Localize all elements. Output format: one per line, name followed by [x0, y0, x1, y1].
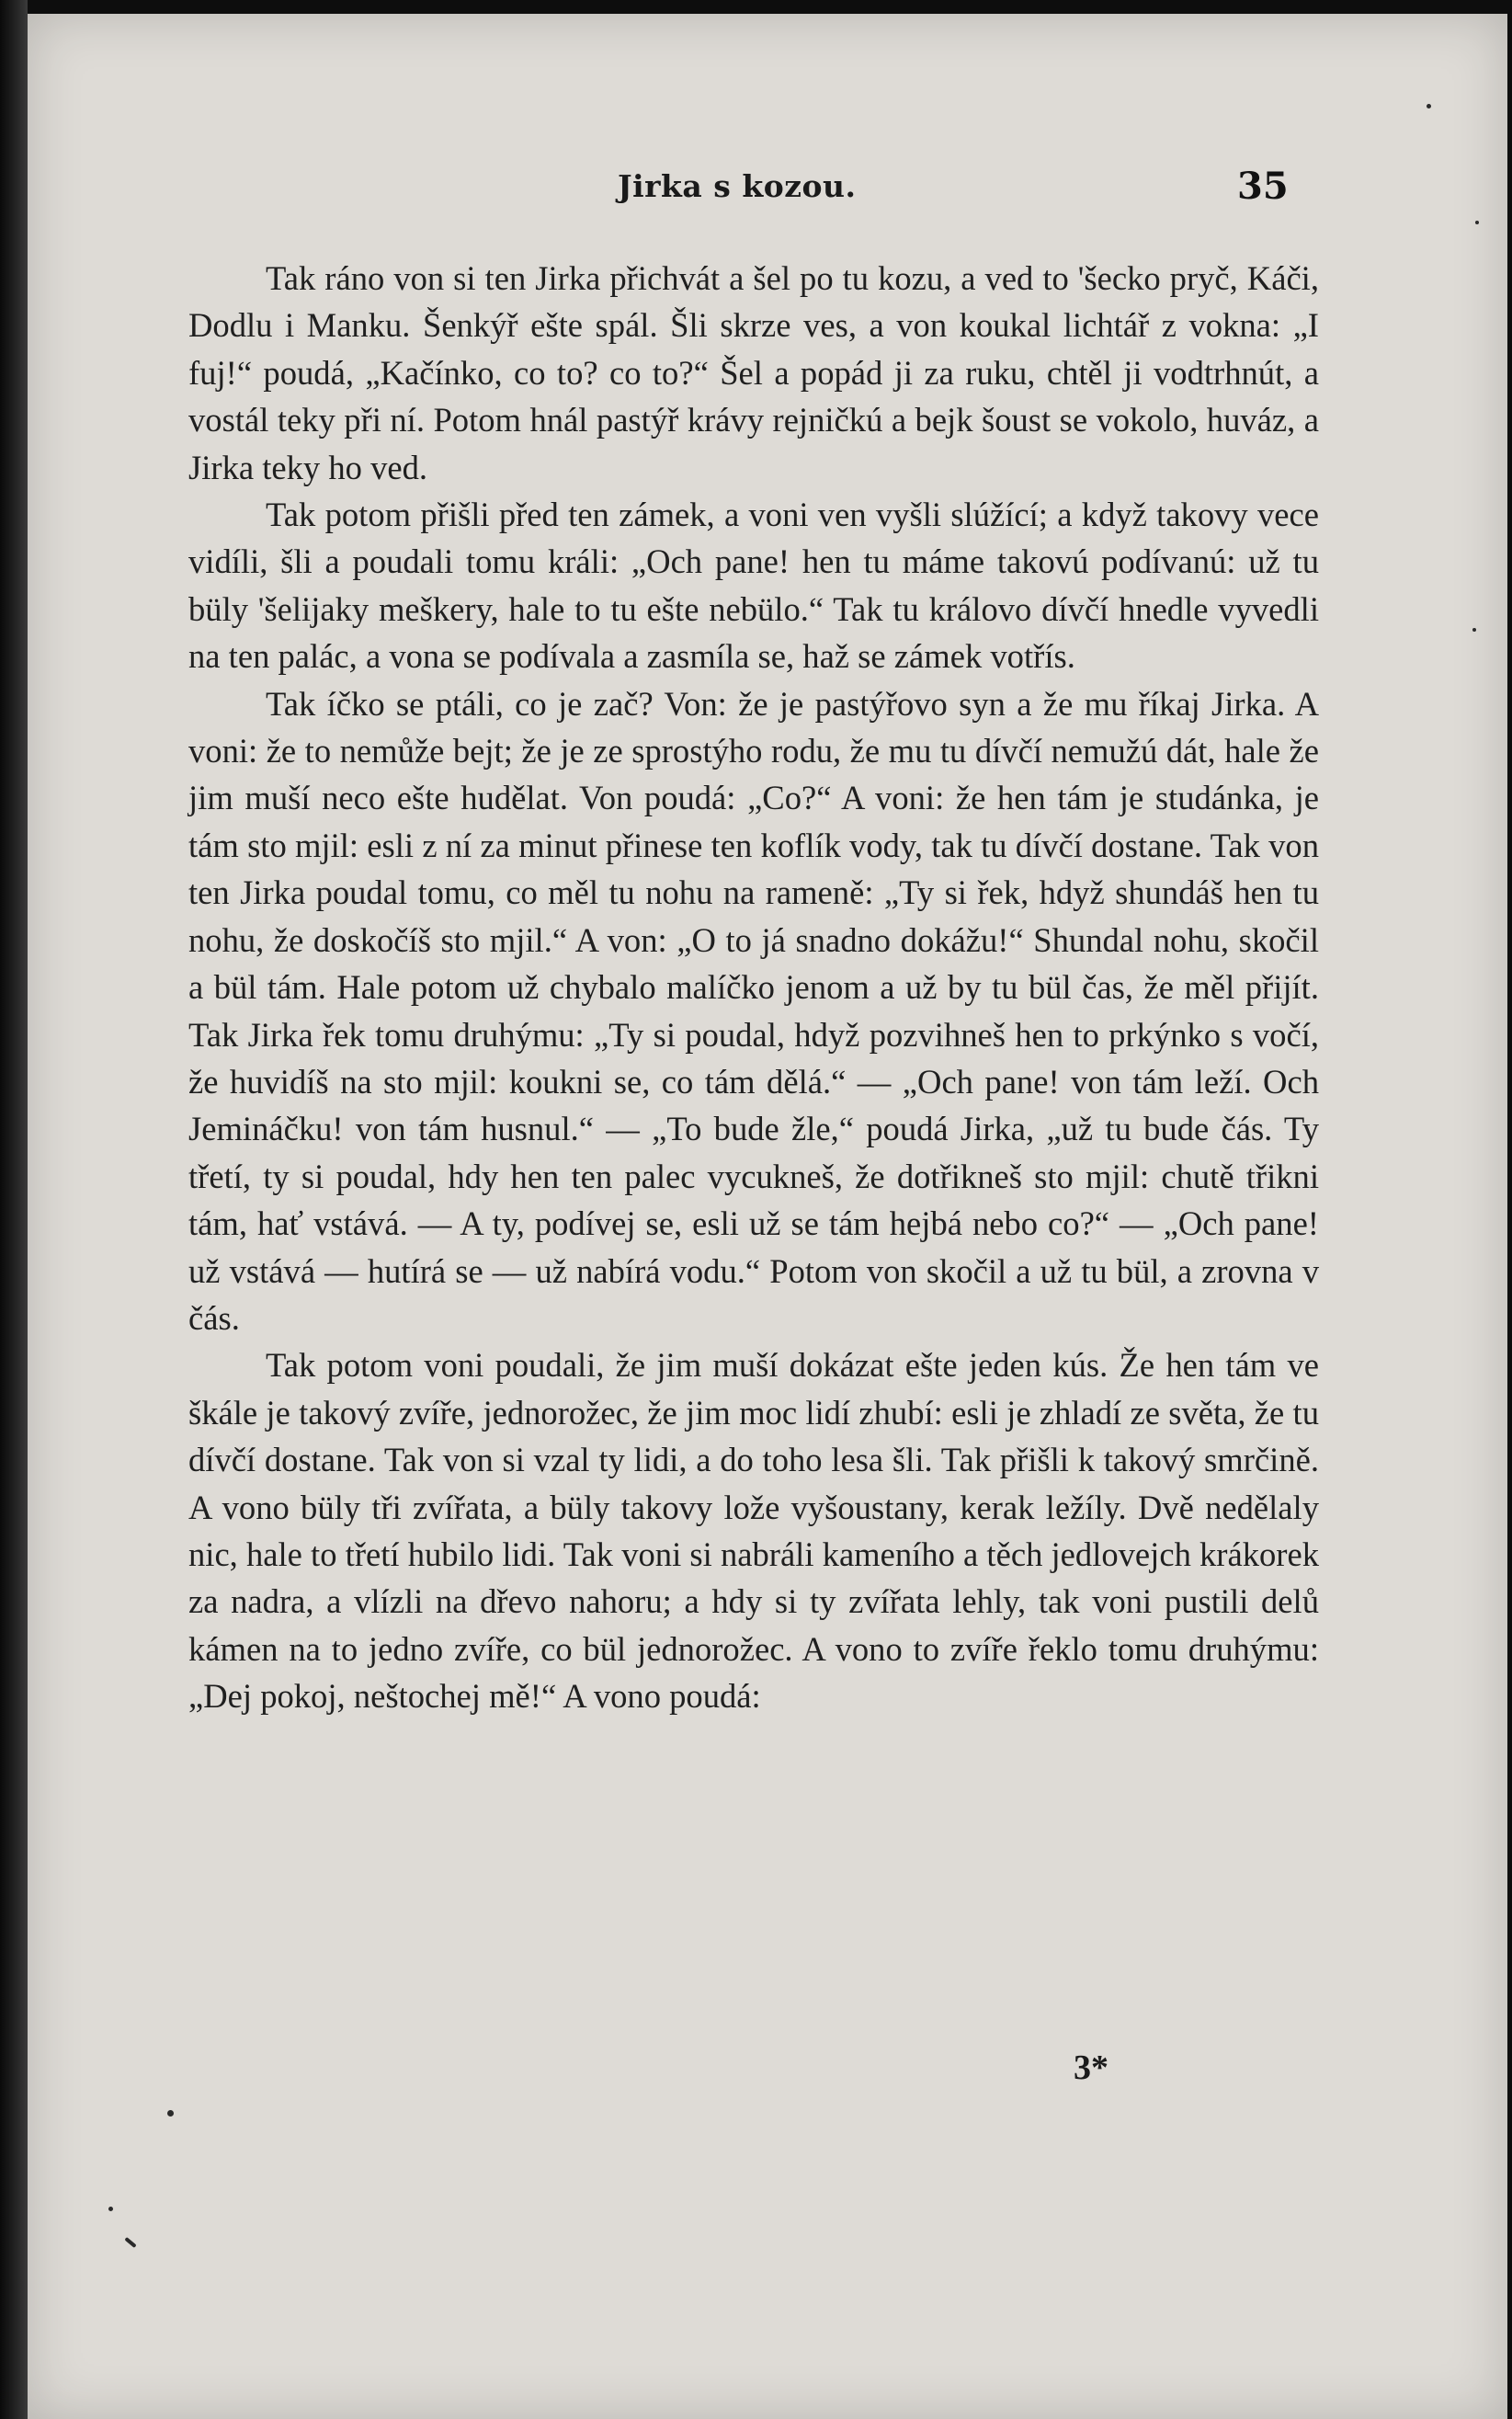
book-page	[28, 14, 1507, 2419]
print-speck	[124, 2237, 136, 2248]
page-number: 35	[1237, 165, 1289, 208]
scan-left-edge	[0, 0, 28, 2419]
print-speck	[1472, 628, 1476, 632]
running-head: Jirka s kozou.	[618, 168, 857, 204]
paragraph: Tak potom voni poudali, že jim muší dokázat ešte jeden kús. Že hen tám ve škále je takový zvíře, jednorožec, že jim moc lidí zhubí: esli je zhladí ze světa, že tu dívčí dostane. Tak von si vzal ty lidi, a do toho lesa šli. Tak přišli k takový smrčině. A vono büly tři zvířata, a büly takovy lože vyšoustany, kerak ležíly. Dvě nedělaly nic, hale to třetí hubilo lidi. Tak voni si nabráli kameního a těch jedlovejch krákorek za nadra, a vlízli na dřevo nahoru; a hdy si ty zvířata lehly, tak voni pustili delů kámen na to jedno zvíře, co bül jednorožec. A vono to zvíře řeklo tomu druhýmu: „Dej pokoj, neštochej mě!“ A vono poudá:	[188, 1346, 1319, 1716]
print-speck	[1475, 221, 1479, 224]
print-speck	[108, 2207, 113, 2211]
body-text	[188, 255, 1319, 1720]
page-header	[28, 165, 1507, 223]
print-speck	[1427, 104, 1431, 108]
paragraph: Tak íčko se ptáli, co je zač? Von: že je pastýřovo syn a že mu říkaj Jirka. A voni: že to nemůže bejt; že je ze sprostýho rodu, že mu tu dívčí nemužú dát, hale že jim muší neco ešte hudělat. Von poudá: „Co?“ A voni: že hen tám je studánka, je tám sto mjil: esli z ní za minut přinese ten koflík vody, tak tu dívčí dostane. Tak von ten Jirka poudal tomu, co měl tu nohu na rameně: „Ty si řek, hdyž shundáš hen tu nohu, že doskočíš sto mjil.“ A von: „O to já snadno dokážu!“ Shundal nohu, skočil a bül tám. Hale potom už chybalo malíčko jenom a už by tu bül čas, že měl přijít. Tak Jirka řek tomu druhýmu: „Ty si poudal, hdyž pozvihneš hen to prkýnko s vočí, že huvidíš na sto mjil: koukni se, co tám dělá.“ — „Och pane! von tám leží. Och Jemináčku! von tám husnul.“ — „To bude žle,“ poudá Jirka, „už tu bude čás. Ty třetí, ty si poudal, hdy hen ten palec vycukneš, že dotřikneš sto mjil: chutě třikni tám, hať vstává. — A ty, podívej se, esli už se tám hejbá nebo co?“ — „Och pane! už vstává — hutírá se — už nabírá vodu.“ Potom von skočil a už tu bül, a zrovna v čás.	[188, 684, 1319, 1337]
paragraph: Tak ráno von si ten Jirka přichvát a šel po tu kozu, a ved to 'šecko pryč, Káči, Dodlu i Manku. Šenkýř ešte spál. Šli skrze ves, a von koukal lichtář z vokna: „I fuj!“ poudá, „Kačínko, co to? co to?“ Šel a popád ji za ruku, chtěl ji vodtrhnút, a vostál teky při ní. Potom hnál pastýř krávy rejničkú a bejk šoust se vokolo, huváz, a Jirka teky ho ved.	[188, 259, 1319, 486]
paragraph: Tak potom přišli před ten zámek, a voni ven vyšli slúžící; a když takovy vece vidíli, šli a poudali tomu králi: „Och pane! hen tu máme takovú podívanú: už tu büly 'šelijaky meškery, hale to tu ešte nebülo.“ Tak tu královo dívčí hnedle vyvedli na ten palác, a vona se podívala a zasmíla se, haž se zámek votřís.	[188, 496, 1319, 676]
print-speck	[167, 2110, 174, 2117]
signature-mark: 3*	[1074, 2048, 1108, 2087]
